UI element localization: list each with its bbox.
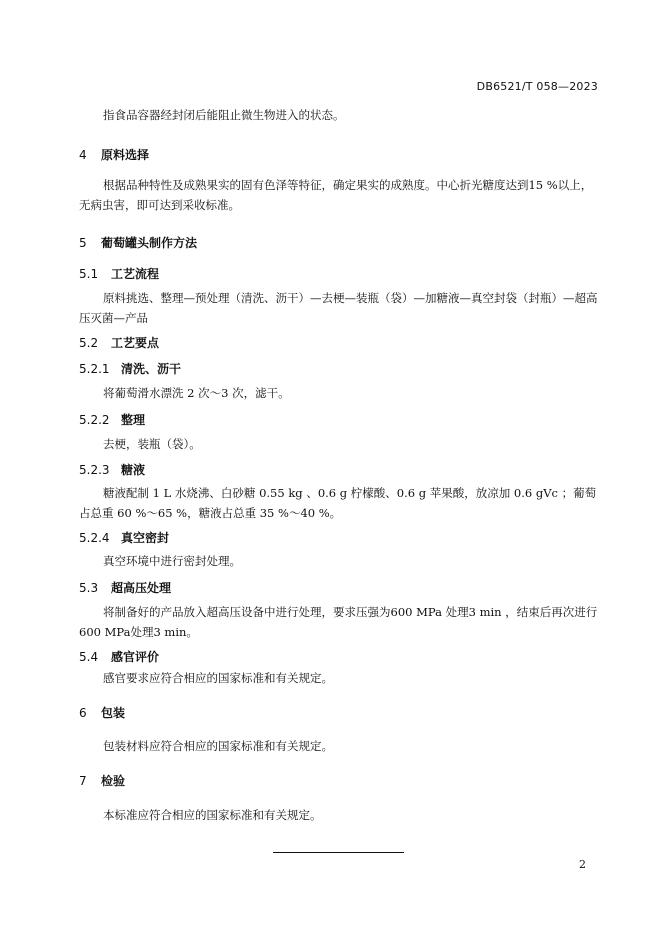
section-number: 6 <box>79 706 87 720</box>
section-5-2-3-text: 糖液配制 1 L 水烧沸、白砂糖 0.55 kg 、0.6 g 柠檬酸、0.6 g 苹果酸，放凉加 0.6 gVc ；葡萄占总重 60 %～65 %，糖液占总重 35 %～40 %。 <box>79 486 597 520</box>
section-5-2-3-heading <box>79 461 145 478</box>
section-number: 5.1 <box>79 267 99 281</box>
section-6-text: 包装材料应符合相应的国家标准和有关规定。 <box>103 739 333 753</box>
section-title: 葡萄罐头制作方法 <box>101 236 198 250</box>
definition-paragraph: 指食品容器经封闭后能阻止微生物进入的状态。 <box>103 108 345 122</box>
section-5-2-2-heading <box>79 411 145 428</box>
section-number: 7 <box>79 774 87 788</box>
section-title: 真空密封 <box>121 531 170 545</box>
document-code: DB6521/T 058—2023 <box>476 80 598 93</box>
section-5-2-4-text: 真空环境中进行密封处理。 <box>103 554 241 568</box>
section-5-3-heading <box>79 579 171 596</box>
section-title: 检验 <box>101 774 126 788</box>
section-title: 包装 <box>101 706 126 720</box>
section-number: 5.4 <box>79 650 99 664</box>
section-number: 4 <box>79 148 87 162</box>
section-5-2-1-text: 将葡萄滑水漂洗 2 次～3 次，滤干。 <box>103 386 290 400</box>
section-4-heading <box>79 146 149 163</box>
section-title: 超高压处理 <box>111 581 172 595</box>
section-6-heading <box>79 704 125 721</box>
section-title: 工艺流程 <box>111 267 160 281</box>
section-number: 5.3 <box>79 581 99 595</box>
section-number: 5.2.2 <box>79 413 110 427</box>
section-title: 工艺要点 <box>111 336 160 350</box>
section-number: 5.2 <box>79 336 99 350</box>
section-5-3-text: 将制备好的产品放入超高压设备中进行处理，要求压强为600 MPa 处理3 min ，结束后再次进行600 MPa处理3 min。 <box>79 605 598 639</box>
section-number: 5.2.4 <box>79 531 110 545</box>
section-5-2-4-heading <box>79 529 169 546</box>
section-5-heading <box>79 234 197 251</box>
section-title: 原料选择 <box>101 148 150 162</box>
section-number: 5 <box>79 236 87 250</box>
section-7-heading <box>79 772 125 789</box>
page-number: 2 <box>579 858 586 871</box>
section-number: 5.2.1 <box>79 362 110 376</box>
section-5-1-heading <box>79 265 159 282</box>
section-5-4-text: 感官要求应符合相应的国家标准和有关规定。 <box>103 671 333 685</box>
section-5-1-text: 原料挑选、整理—预处理（清洗、沥干）—去梗—装瓶（袋）—加糖液—真空封袋（封瓶）—超高压灭菌—产品 <box>79 291 598 325</box>
section-5-2-1-heading <box>79 360 181 377</box>
section-5-2-2-text: 去梗，装瓶（袋）。 <box>103 437 201 451</box>
section-5-2-heading <box>79 334 159 351</box>
section-title: 整理 <box>121 413 146 427</box>
end-rule <box>273 852 404 853</box>
section-7-text: 本标准应符合相应的国家标准和有关规定。 <box>103 808 322 822</box>
section-title: 糖液 <box>121 463 146 477</box>
section-5-4-heading <box>79 648 159 665</box>
section-title: 感官评价 <box>111 650 160 664</box>
section-number: 5.2.3 <box>79 463 110 477</box>
section-4-text: 根据品种特性及成熟果实的固有色泽等特征，确定果实的成熟度。中心折光糖度达到15 %以上，无病虫害，即可达到采收标准。 <box>79 178 593 212</box>
section-title: 清洗、沥干 <box>121 362 182 376</box>
